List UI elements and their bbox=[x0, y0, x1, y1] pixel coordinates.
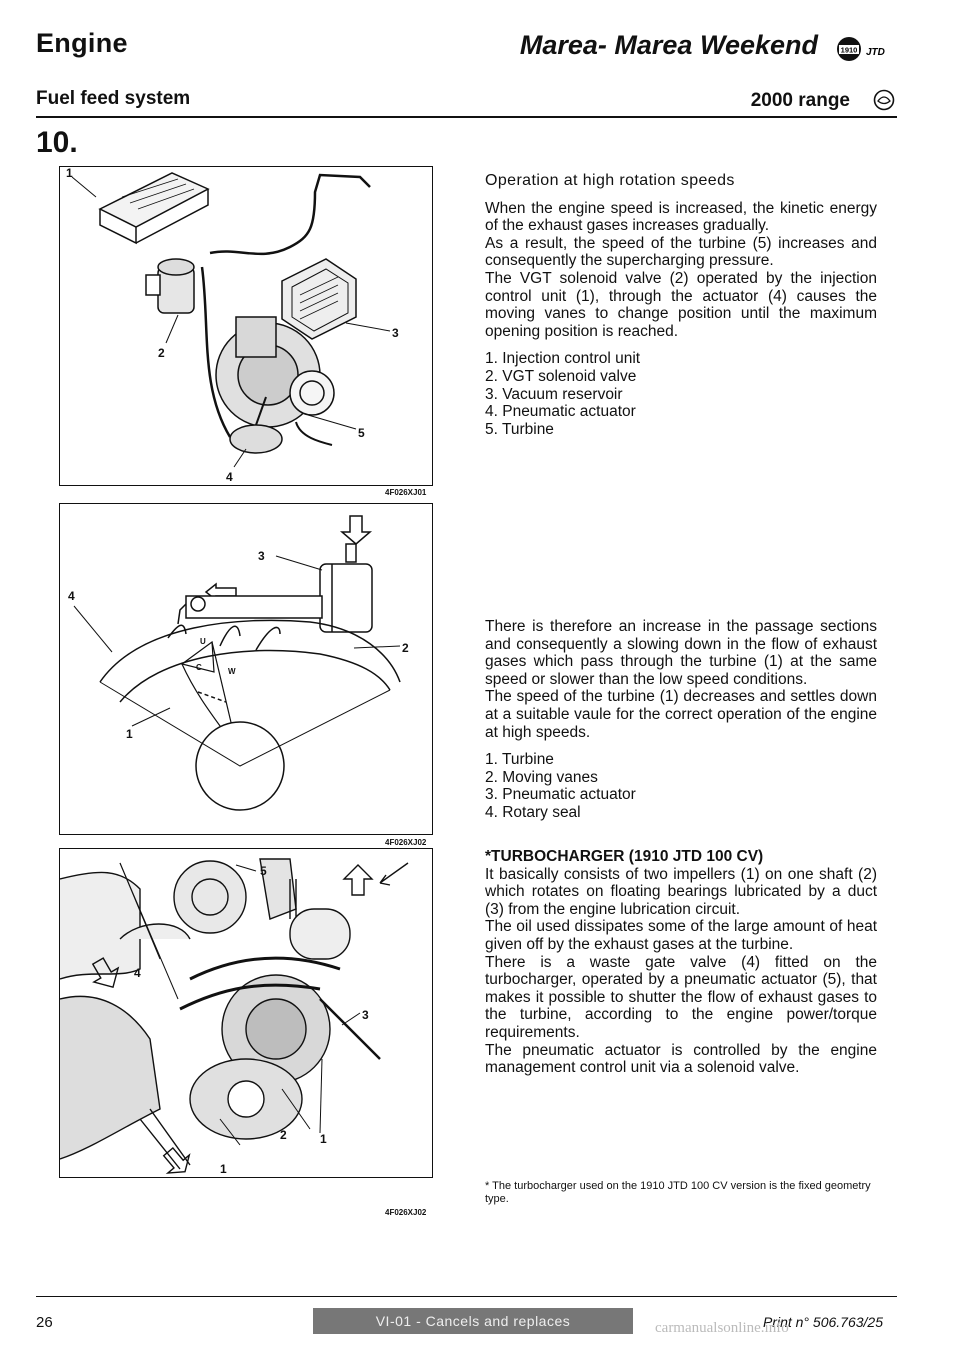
section-title: Engine bbox=[36, 28, 128, 58]
legend-item: 2. VGT solenoid valve bbox=[485, 367, 637, 385]
footnote: * The turbocharger used on the 1910 JTD 100 CV version is the fixed geometry type. bbox=[485, 1180, 871, 1205]
fig1-callout-3: 3 bbox=[392, 326, 399, 340]
para-vgt-valve: The VGT solenoid valve (2) operated by the injection control unit (1), through the actuator (4) causes the moving vanes to change position until the maximum opening position is reached. bbox=[485, 269, 877, 340]
figure-1 bbox=[59, 166, 433, 486]
badge-number: 1910 bbox=[840, 45, 858, 55]
print-reference: Print n° 506.763/25 bbox=[762, 1314, 883, 1330]
fig1-callout-1: 1 bbox=[66, 167, 73, 180]
badge-suffix: JTD bbox=[866, 47, 885, 58]
fig2-callout-3: 3 bbox=[258, 549, 265, 563]
figure-3-code: 4F026XJ02 bbox=[385, 1208, 427, 1217]
figure-1-illustration bbox=[60, 167, 432, 485]
fig3-callout-1b: 1 bbox=[220, 1162, 227, 1176]
legend-item: 3. Pneumatic actuator bbox=[485, 786, 636, 804]
para-passage-sections: There is therefore an increase in the passage sections and consequently a slowing down in the flow of exhaust gases which pass through the turbine (1) at the same speed or slower than the low speed conditions. bbox=[485, 618, 877, 688]
para-turbine-settles: The speed of the turbine (1) decreases and settles down at a suitable vaule for the correct operation of the engine at high speeds. bbox=[485, 688, 877, 741]
fig2-letter-u: U bbox=[200, 637, 206, 646]
para-kinetic-energy: When the engine speed is increased, the kinetic energy of the exhaust gases increases gradually. bbox=[485, 199, 877, 235]
legend-list-2 bbox=[485, 751, 877, 821]
fig2-letter-c: C bbox=[196, 663, 202, 672]
para-actuator-control: The pneumatic actuator is controlled by the engine management control unit via a solenoid valve. bbox=[485, 1041, 877, 1077]
fig1-callout-5: 5 bbox=[358, 426, 365, 440]
fig2-letter-w: W bbox=[228, 667, 236, 676]
revision-banner: VI-01 - Cancels and replaces bbox=[313, 1308, 633, 1334]
range-label: 2000 range bbox=[750, 90, 850, 111]
fig3-callout-2: 2 bbox=[280, 1128, 287, 1142]
heading-turbocharger: *TURBOCHARGER (1910 JTD 100 CV) bbox=[485, 848, 764, 865]
watermark: carmanualsonline.info bbox=[655, 1320, 789, 1336]
fig1-callout-4: 4 bbox=[226, 470, 233, 484]
fig3-callout-3: 3 bbox=[362, 1008, 369, 1022]
legend-list-1 bbox=[485, 350, 877, 438]
text-block-high-speed bbox=[485, 172, 877, 438]
fig2-callout-4: 4 bbox=[68, 589, 75, 603]
fig3-callout-4: 4 bbox=[134, 966, 141, 980]
range-circle-icon bbox=[873, 89, 895, 111]
figure-3 bbox=[59, 848, 433, 1178]
model-name: Marea- Marea Weekend bbox=[519, 30, 818, 60]
legend-item: 4. Rotary seal bbox=[485, 803, 581, 821]
figure-1-code: 4F026XJ01 bbox=[385, 488, 427, 497]
fig3-callout-1a: 1 bbox=[320, 1132, 327, 1146]
engine-badge-icon bbox=[836, 34, 896, 64]
legend-item: 2. Moving vanes bbox=[485, 768, 598, 786]
text-block-passage bbox=[485, 618, 877, 822]
para-oil: The oil used dissipates some of the large amount of heat given off by the exhaust gases at the turbine. bbox=[485, 918, 877, 953]
fig1-callout-2: 2 bbox=[158, 346, 165, 360]
para-turbine-speed: As a result, the speed of the turbine (5) increases and consequently the supercharging pressure. bbox=[485, 234, 877, 270]
legend-item: 1. Turbine bbox=[485, 751, 554, 769]
header-rule bbox=[36, 116, 897, 118]
para-impellers: It basically consists of two impellers (1) on one shaft (2) which rotates on floating bearings lubricated by a duct (3) from the engine lubrication circuit. bbox=[485, 865, 877, 918]
page-heading: 10. bbox=[36, 126, 78, 159]
figure-2-code: 4F026XJ02 bbox=[385, 838, 427, 847]
page-number: 26 bbox=[36, 1314, 53, 1331]
legend-item: 3. Vacuum reservoir bbox=[485, 385, 623, 403]
figure-2 bbox=[59, 503, 433, 835]
fig2-callout-1: 1 bbox=[126, 727, 133, 741]
figure-3-illustration bbox=[60, 849, 432, 1177]
heading-high-speed: Operation at high rotation speeds bbox=[485, 172, 735, 189]
model-title bbox=[520, 30, 878, 61]
legend-item: 5. Turbine bbox=[485, 420, 554, 438]
subsection-title: Fuel feed system bbox=[36, 88, 191, 109]
fig2-callout-2: 2 bbox=[402, 641, 409, 655]
legend-item: 1. Injection control unit bbox=[485, 350, 641, 368]
para-waste-gate: There is a waste gate valve (4) fitted on the turbocharger, operated by a pneumatic actuator (5), that makes it possible to shutter the flow of exhaust gases to the turbine, according to the engine power/torque requirements. bbox=[485, 953, 877, 1041]
footer-rule bbox=[36, 1296, 897, 1297]
legend-item: 4. Pneumatic actuator bbox=[485, 403, 636, 421]
fig3-callout-5: 5 bbox=[260, 864, 267, 878]
figure-2-illustration bbox=[60, 504, 432, 834]
text-block-turbocharger bbox=[485, 848, 877, 1077]
